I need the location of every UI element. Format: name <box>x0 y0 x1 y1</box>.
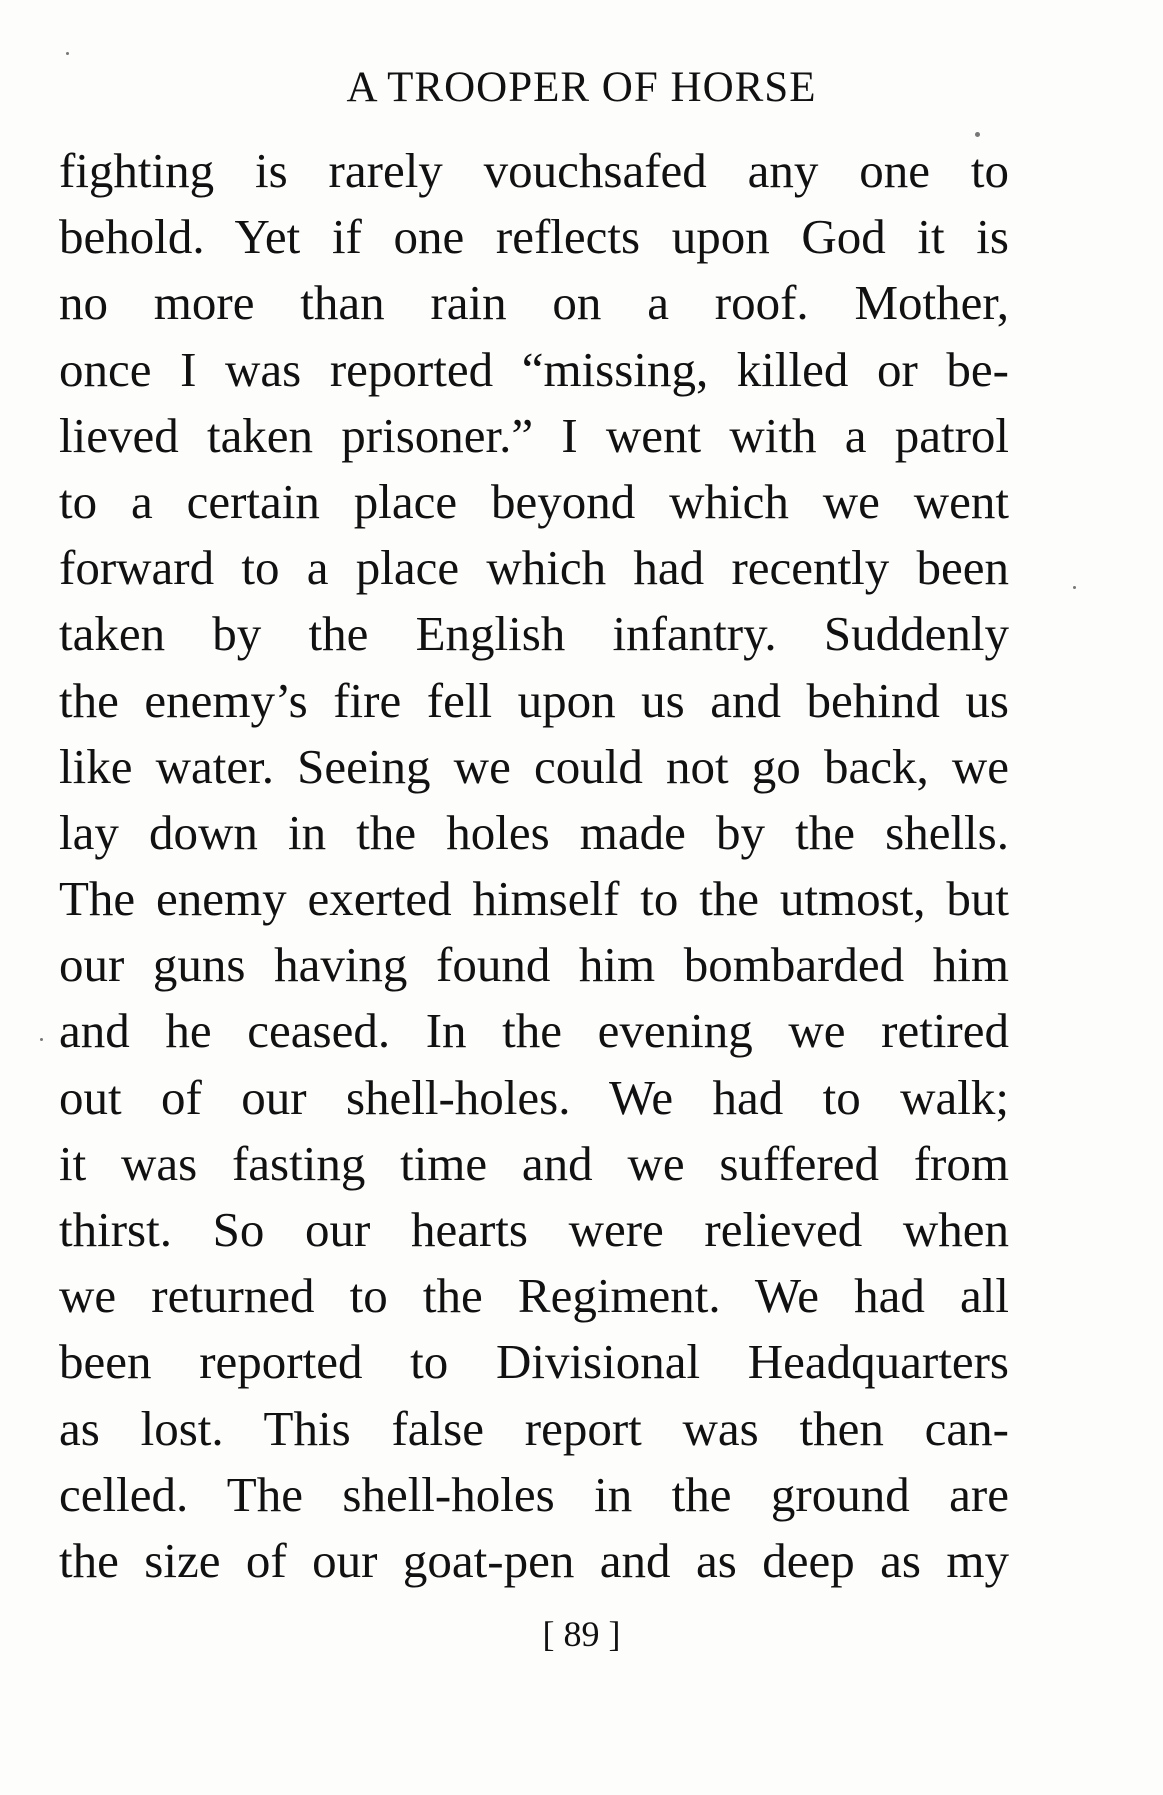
text-line: our guns having found him bombarded him <box>59 937 1009 993</box>
text-line: celled. The shell-holes in the ground are <box>59 1466 1009 1522</box>
text-line: as lost. This false report was then can- <box>59 1400 1009 1456</box>
text-line: no more than rain on a roof. Mother, <box>59 275 1009 331</box>
paper-speck <box>1073 586 1076 589</box>
page-number: [ 89 ] <box>542 1614 621 1654</box>
text-line: taken by the English infantry. Suddenly <box>59 606 1009 662</box>
paper-speck <box>66 52 69 55</box>
text-line: thirst. So our hearts were relieved when <box>59 1202 1009 1257</box>
paper-speck <box>40 1038 43 1041</box>
text-line: it was fasting time and we suffered from <box>59 1135 1009 1191</box>
body-text <box>59 138 1009 1594</box>
text-line: like water. Seeing we could not go back, we <box>59 738 1009 794</box>
paper-speck <box>975 132 980 137</box>
text-line: forward to a place which had recently been <box>59 540 1009 596</box>
text-line: fighting is rarely vouchsafed any one to <box>59 143 1009 198</box>
text-line: lay down in the holes made by the shells. <box>59 804 1009 860</box>
text-line: the size of our goat-pen and as deep as my <box>59 1532 1009 1588</box>
text-line: been reported to Divisional Headquarters <box>59 1334 1009 1390</box>
text-line: lieved taken prisoner.” I went with a patrol <box>59 407 1009 463</box>
text-line: to a certain place beyond which we went <box>59 473 1009 529</box>
running-head: A TROOPER OF HORSE <box>346 64 817 111</box>
text-line: we returned to the Regiment. We had all <box>59 1268 1009 1324</box>
text-line: out of our shell-holes. We had to walk; <box>59 1069 1009 1125</box>
text-line: the enemy’s fire fell upon us and behind us <box>59 672 1009 728</box>
text-line: behold. Yet if one reflects upon God it is <box>59 209 1009 265</box>
text-line: and he ceased. In the evening we retired <box>59 1003 1009 1059</box>
text-line: The enemy exerted himself to the utmost, but <box>59 871 1009 927</box>
text-line: once I was reported “missing, killed or be- <box>59 341 1009 397</box>
